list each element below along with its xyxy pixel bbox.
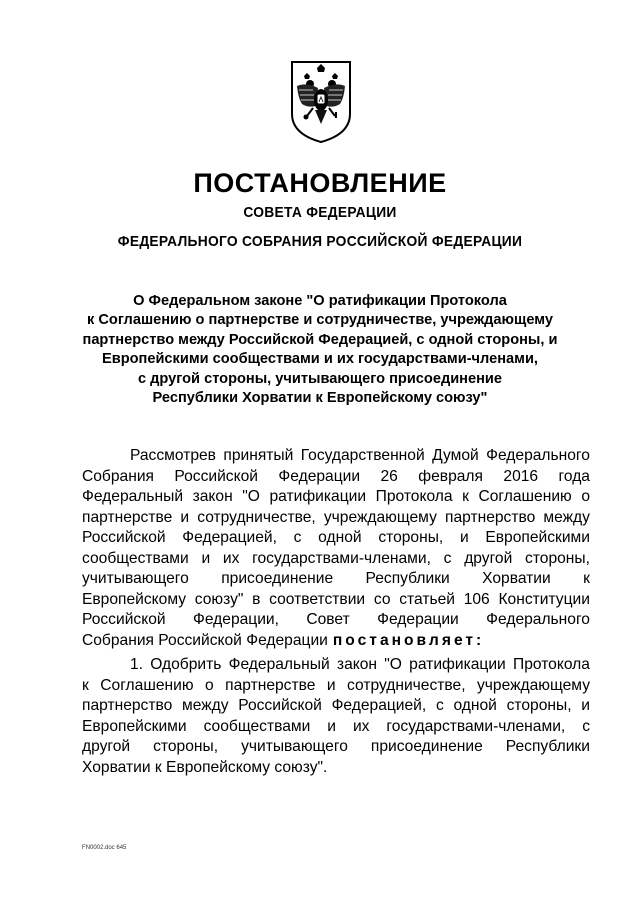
- word: 26: [380, 467, 398, 485]
- word: партнерство: [82, 697, 173, 714]
- heading-line: Республики Хорватии к Европейскому союзу": [152, 390, 488, 407]
- last-line-text: Хорватии к Европейскому союзу".: [82, 758, 328, 776]
- text-line: [82, 590, 590, 611]
- preamble-paragraph: [82, 446, 590, 651]
- word: закон: [336, 656, 378, 673]
- word: статьей: [399, 590, 455, 608]
- text-line: [82, 528, 590, 549]
- word: Республики: [505, 738, 590, 755]
- text-line: [82, 508, 590, 529]
- document-subtitle-assembly: ФЕДЕРАЛЬНОГО СОБРАНИЯ РОССИЙСКОЙ ФЕДЕРАЦИИ: [117, 233, 523, 250]
- word: Думой: [432, 447, 479, 464]
- word: одной: [453, 697, 497, 714]
- word: Европейскими: [485, 529, 590, 546]
- text-line: [82, 446, 590, 467]
- word: и: [327, 717, 336, 735]
- word: 1.: [130, 656, 144, 673]
- heading-line: О Федеральном законе "О ратификации Протокола: [133, 293, 507, 309]
- decision-paragraph-1: [82, 655, 590, 778]
- word: другой: [82, 738, 131, 755]
- word: и: [201, 549, 211, 567]
- text-line: [82, 610, 590, 631]
- word: Собрания: [82, 467, 154, 485]
- document-code: FN0002.doc 645: [82, 845, 127, 851]
- word: к: [462, 488, 469, 505]
- heading-line: с другой стороны, учитывающего присоединение: [137, 370, 503, 387]
- word: стороны,: [525, 549, 590, 567]
- word: принятый: [223, 447, 294, 464]
- word: "О: [384, 656, 402, 673]
- word: и: [581, 697, 590, 714]
- word: и: [326, 676, 336, 694]
- word: Одобрить: [150, 656, 222, 673]
- coat-of-arms-icon: [288, 58, 354, 144]
- word: Федеральный: [228, 656, 330, 673]
- text-line: [82, 631, 590, 652]
- word: Федерации: [377, 611, 459, 628]
- word: присоединение: [370, 738, 483, 755]
- word: учреждающему: [323, 508, 437, 526]
- word: 106: [463, 590, 490, 608]
- word: стороны,: [378, 529, 444, 546]
- word: присоединение: [221, 570, 334, 587]
- word: Протокола: [375, 488, 453, 505]
- word: партнерство: [445, 508, 536, 526]
- word: ратификации: [409, 656, 506, 673]
- text-line: [82, 717, 590, 738]
- word: Хорватии: [482, 570, 551, 587]
- word: Российской: [82, 611, 166, 628]
- text-line: [82, 758, 590, 779]
- word: стороны,: [153, 738, 219, 755]
- word: учитывающего: [241, 738, 348, 755]
- word: ратификации: [269, 488, 367, 505]
- word: учитывающего: [82, 570, 189, 587]
- word: учреждающему: [476, 676, 590, 694]
- word: и: [180, 508, 190, 526]
- word: и: [459, 529, 469, 546]
- last-line-text: Собрания Российской Федерации: [82, 631, 328, 649]
- word: Российской: [238, 697, 322, 714]
- word: о: [581, 488, 590, 505]
- text-line: [82, 696, 590, 717]
- decree-word: постановляет:: [332, 631, 485, 649]
- word: 2016: [503, 467, 539, 485]
- word: их: [352, 717, 370, 735]
- word: Европейскому: [82, 590, 187, 608]
- word: соответствии: [269, 590, 366, 608]
- word: закон: [192, 488, 233, 505]
- word: сообществами: [82, 549, 189, 567]
- text-line: [82, 676, 590, 697]
- word: союзу": [194, 590, 244, 608]
- resolution-heading: [70, 292, 570, 408]
- word: Российской: [174, 467, 258, 485]
- word: Федерацией,: [331, 697, 427, 714]
- word: сотрудничестве,: [347, 676, 466, 694]
- word: Конституции: [498, 590, 590, 608]
- text-line: [82, 737, 590, 758]
- word: Федерации: [278, 467, 361, 485]
- word: Федерации,: [192, 611, 279, 628]
- word: Государственной: [300, 447, 425, 464]
- word: сотрудничестве,: [197, 508, 316, 526]
- word: Федерального: [486, 447, 590, 464]
- word: Соглашению: [100, 676, 194, 694]
- word: с: [293, 529, 302, 546]
- word: партнерстве: [225, 676, 316, 694]
- word: Протокола: [513, 656, 590, 673]
- word: Соглашению: [478, 488, 572, 505]
- word: их: [222, 549, 240, 567]
- word: Республики: [365, 570, 450, 587]
- word: стороны,: [506, 697, 572, 714]
- word: между: [543, 508, 590, 526]
- word: к: [583, 570, 590, 587]
- document-title: ПОСТАНОВЛЕНИЕ: [193, 168, 447, 198]
- word: "О: [242, 488, 260, 505]
- heading-line: к Соглашению о партнерстве и сотрудничестве, учреждающему: [87, 312, 553, 329]
- word: между: [181, 697, 229, 714]
- word: Федеральный: [82, 488, 184, 505]
- word: с: [435, 697, 444, 714]
- word: в: [252, 590, 261, 608]
- word: другой: [464, 549, 513, 567]
- word: с: [582, 717, 590, 735]
- word: февраля: [418, 467, 483, 485]
- word: Федерального: [486, 611, 590, 628]
- word: со: [373, 590, 391, 608]
- heading-line: партнерство между Российской Федерацией, с одной стороны, и: [82, 331, 558, 348]
- heading-line: Европейскими сообществами и их государствами-членами,: [102, 351, 538, 368]
- word: Федерацией,: [182, 529, 277, 546]
- document-subtitle-council: СОВЕТА ФЕДЕРАЦИИ: [243, 204, 397, 221]
- word: сообществами: [203, 717, 311, 735]
- word: Российской: [82, 529, 166, 546]
- word: партнерстве: [82, 508, 173, 526]
- text-line: [82, 569, 590, 590]
- word: государствами-членами,: [386, 717, 566, 735]
- word: Европейскими: [82, 717, 187, 735]
- word: одной: [318, 529, 362, 546]
- text-line: [82, 467, 590, 488]
- word: Рассмотрев: [130, 447, 216, 464]
- text-line: [82, 655, 590, 676]
- word: государствами-членами,: [252, 549, 431, 567]
- word: с: [443, 549, 452, 567]
- word: о: [205, 676, 214, 694]
- word: года: [558, 467, 590, 485]
- text-line: [82, 549, 590, 570]
- word: Совет: [306, 611, 350, 628]
- word: к: [82, 676, 89, 694]
- text-line: [82, 487, 590, 508]
